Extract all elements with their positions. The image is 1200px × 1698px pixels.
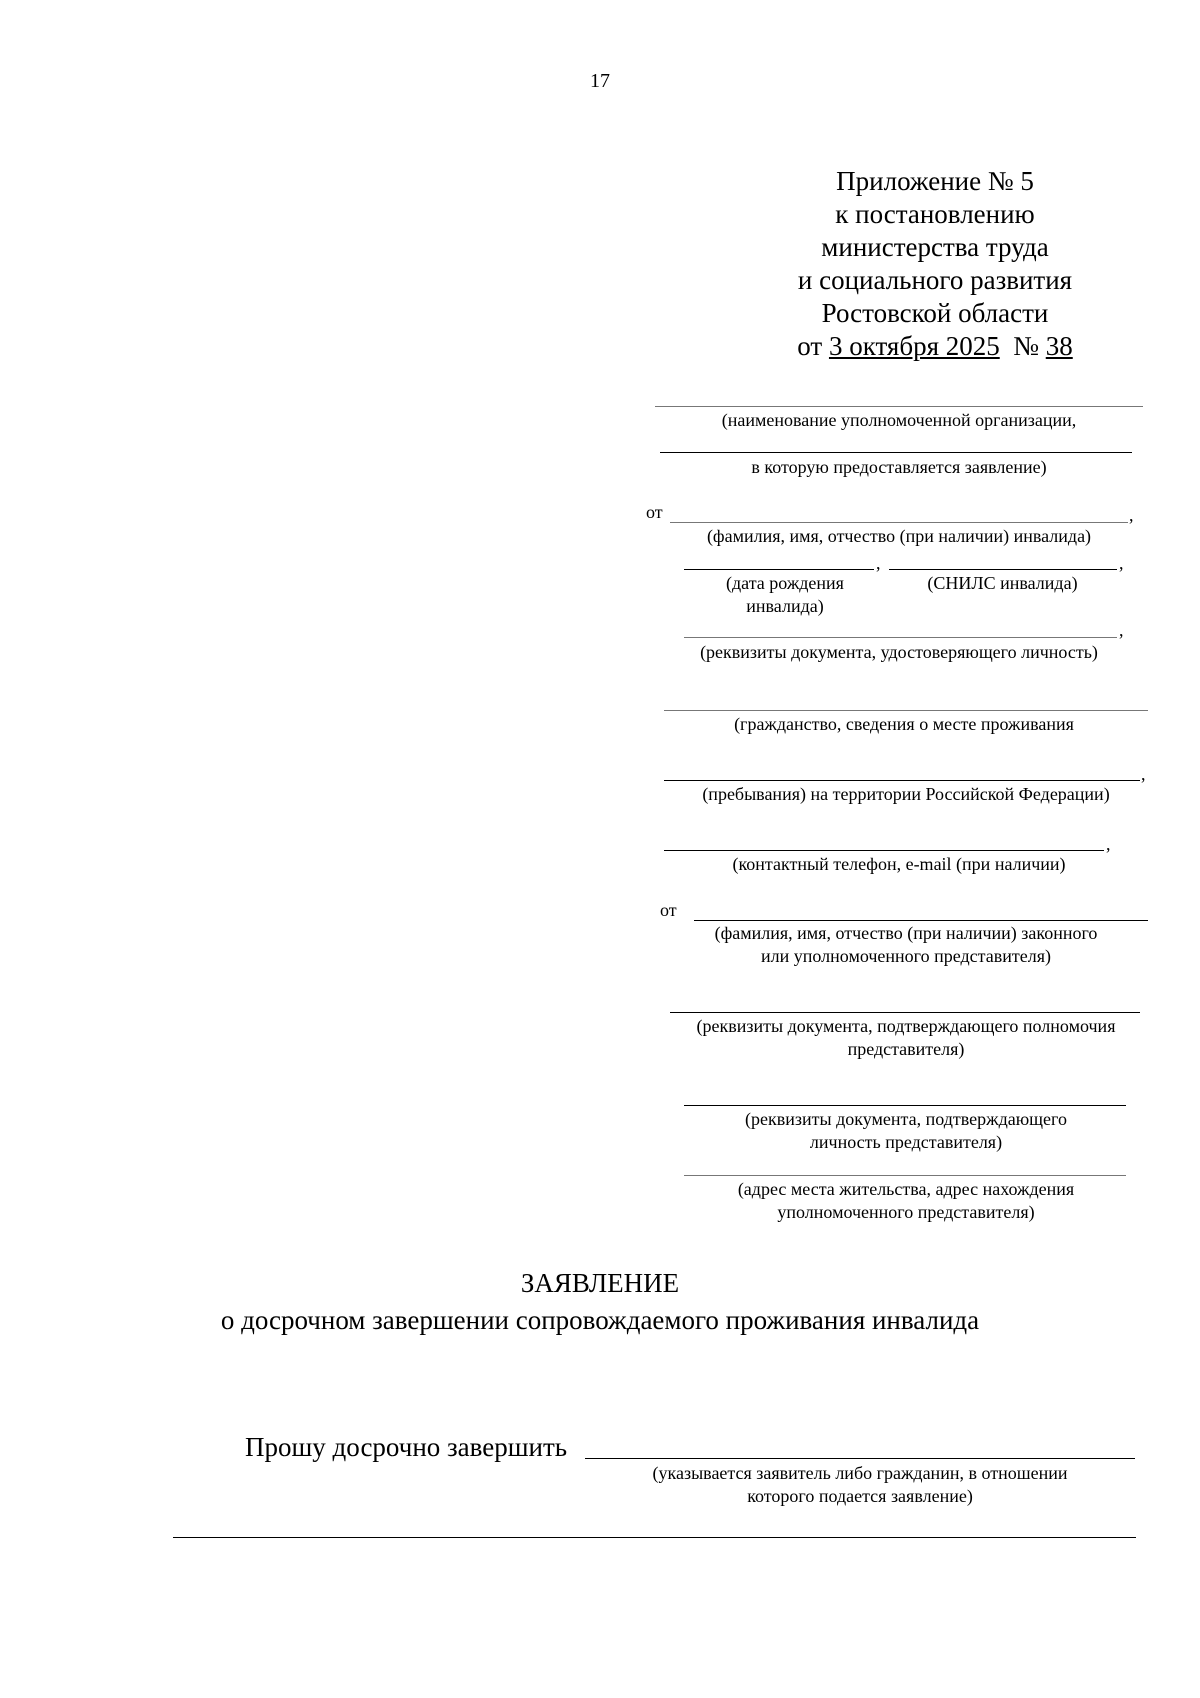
number-prefix: № — [1013, 331, 1046, 361]
id-doc-line — [684, 637, 1117, 638]
request-caption-line: которого подается заявление) — [747, 1486, 973, 1506]
comma: , — [1119, 553, 1124, 573]
continuation-line — [173, 1537, 1136, 1538]
rep-fio-caption-line: или уполномоченного представителя) — [761, 946, 1051, 966]
org-caption-2: в которую предоставляется заявление) — [751, 457, 1047, 477]
stay-caption: (пребывания) на территории Российской Федерации) — [702, 784, 1110, 804]
date-prefix: от — [797, 331, 829, 361]
rep-address-caption-line: (адрес места жительства, адрес нахождения — [737, 1179, 1075, 1199]
birth-caption-line: (дата рождения — [726, 573, 844, 593]
request-line — [585, 1458, 1135, 1459]
rep-from-label: от — [660, 900, 677, 920]
birth-date-line — [684, 569, 874, 570]
comma: , — [1119, 620, 1124, 640]
from-label: от — [646, 502, 663, 522]
citizenship-line — [664, 710, 1148, 711]
rep-authority-caption-line: представителя) — [847, 1039, 965, 1059]
rep-authority-caption — [664, 1015, 1148, 1061]
request-text: Прошу досрочно завершить — [245, 1432, 568, 1462]
comma: , — [1141, 764, 1146, 784]
comma: , — [876, 553, 881, 573]
appendix-line: и социального развития — [797, 265, 1073, 295]
birth-caption-line: инвалида) — [746, 596, 824, 616]
appendix-line: к постановлению — [835, 199, 1035, 229]
snils-line — [889, 569, 1117, 570]
org-caption: (наименование уполномоченной организации, — [721, 410, 1077, 430]
snils-caption: (СНИЛС инвалида) — [927, 573, 1078, 593]
rep-address-caption-line: уполномоченного представителя) — [777, 1202, 1035, 1222]
org-line — [655, 406, 1143, 407]
appendix-date: 3 октября 2025 — [828, 331, 1000, 361]
request-caption-line: (указывается заявитель либо гражданин, в отношении — [652, 1463, 1068, 1483]
birth-date-caption — [700, 572, 870, 618]
fio-caption: (фамилия, имя, отчество (при наличии) инвалида) — [706, 526, 1092, 546]
rep-id-caption — [664, 1108, 1148, 1154]
id-doc-caption: (реквизиты документа, удостоверяющего личность) — [700, 642, 1098, 662]
contact-line — [664, 850, 1104, 851]
request-caption — [585, 1462, 1135, 1508]
rep-authority-line — [670, 1012, 1140, 1013]
contact-caption: (контактный телефон, e-mail (при наличии) — [732, 854, 1066, 874]
statement-subtitle: о досрочном завершении сопровождаемого проживания инвалида — [220, 1305, 980, 1335]
rep-authority-caption-line: (реквизиты документа, подтверждающего полномочия — [696, 1016, 1116, 1036]
rep-fio-caption-line: (фамилия, имя, отчество (при наличии) законного — [714, 923, 1098, 943]
org-line-2 — [660, 452, 1132, 453]
comma: , — [1106, 834, 1111, 854]
appendix-line: Ростовской области — [821, 298, 1049, 328]
appendix-number: 38 — [1045, 331, 1073, 361]
rep-fio-caption — [664, 922, 1148, 968]
comma: , — [1129, 505, 1134, 525]
rep-address-caption — [664, 1178, 1148, 1224]
rep-id-caption-line: (реквизиты документа, подтверждающего — [745, 1109, 1067, 1129]
page-number: 17 — [590, 70, 610, 92]
appendix-line: министерства труда — [821, 232, 1049, 262]
appendix-header — [700, 165, 1170, 363]
citizenship-caption: (гражданство, сведения о месте проживания — [734, 714, 1074, 734]
rep-id-caption-line: личность представителя) — [809, 1132, 1003, 1152]
fio-line — [670, 522, 1128, 523]
rep-fio-line — [694, 920, 1148, 921]
rep-id-line — [684, 1105, 1126, 1106]
appendix-line: Приложение № 5 — [836, 166, 1034, 196]
rep-address-line — [684, 1175, 1126, 1176]
stay-line — [664, 780, 1140, 781]
statement-title: ЗАЯВЛЕНИЕ — [520, 1268, 680, 1298]
appendix-date-line — [700, 330, 1170, 363]
